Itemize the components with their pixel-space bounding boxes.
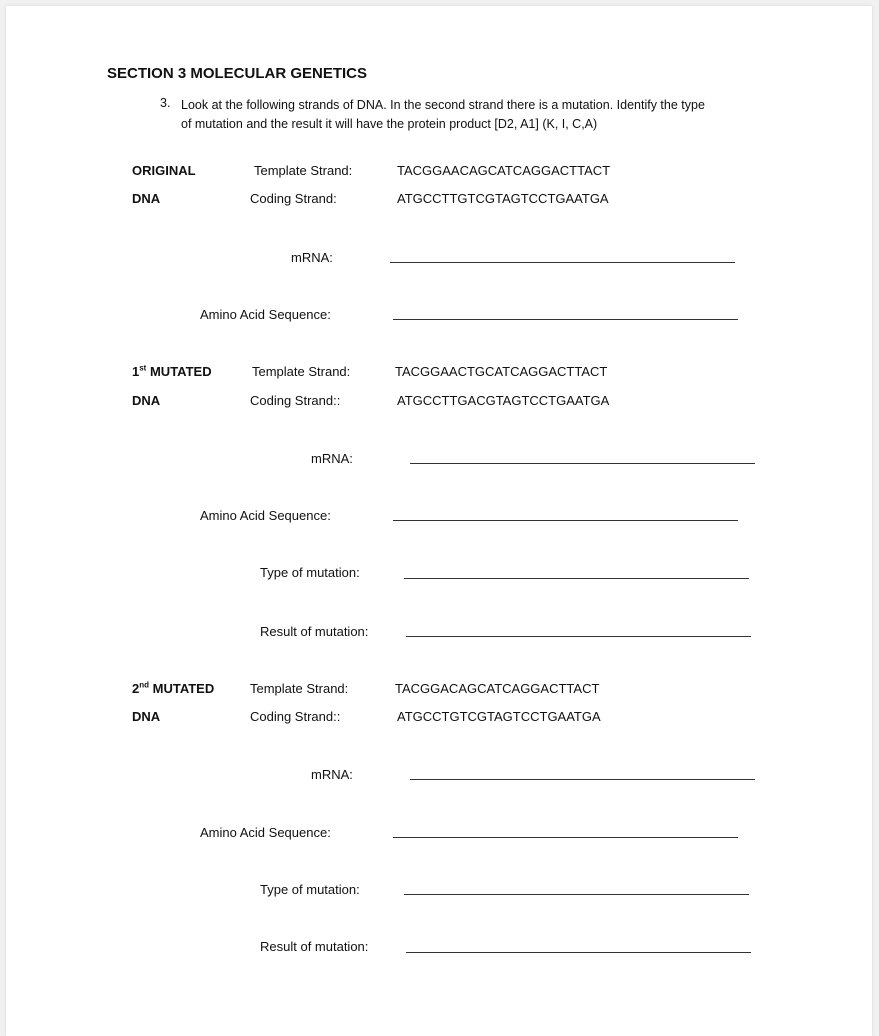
mutated2-template-sequence: TACGGACAGCATCAGGACTTACT [395, 681, 600, 696]
question-number: 3. [160, 96, 171, 110]
mutated2-mrna-answer-line[interactable] [410, 779, 755, 780]
mutated2-label: 2nd MUTATED [132, 680, 215, 696]
mutated1-type-label: Type of mutation: [260, 565, 360, 580]
mutated1-dna-label: DNA [132, 393, 161, 408]
question-line-1: Look at the following strands of DNA. In the second strand there is a mutation. Identify the type [181, 98, 705, 112]
mutated1-amino-answer-line[interactable] [393, 520, 738, 521]
mutated2-coding-label: Coding Strand:: [250, 709, 341, 724]
original-coding-sequence: ATGCCTTGTCGTAGTCCTGAATGA [397, 191, 609, 206]
mutated1-coding-label: Coding Strand:: [250, 393, 341, 408]
mutated2-dna-label: DNA [132, 709, 161, 724]
mutated2-type-answer-line[interactable] [404, 894, 749, 895]
mutated1-amino-label: Amino Acid Sequence: [200, 508, 331, 523]
mutated1-label: 1st MUTATED [132, 363, 212, 379]
mutated2-type-label: Type of mutation: [260, 882, 360, 897]
mutated2-result-label: Result of mutation: [260, 939, 369, 954]
original-mrna-label: mRNA: [291, 250, 333, 265]
original-template-sequence: TACGGAACAGCATCAGGACTTACT [397, 163, 611, 178]
original-amino-label: Amino Acid Sequence: [200, 307, 331, 322]
mutated2-amino-answer-line[interactable] [393, 837, 738, 838]
mutated2-amino-label: Amino Acid Sequence: [200, 825, 331, 840]
worksheet-page [6, 6, 872, 1036]
mutated1-result-label: Result of mutation: [260, 624, 369, 639]
mutated1-result-answer-line[interactable] [406, 636, 751, 637]
original-dna-label: DNA [132, 191, 161, 206]
mutated2-result-answer-line[interactable] [406, 952, 751, 953]
section-title: SECTION 3 MOLECULAR GENETICS [107, 65, 368, 82]
mutated1-mrna-label: mRNA: [311, 451, 353, 466]
original-mrna-answer-line[interactable] [390, 262, 735, 263]
original-template-label: Template Strand: [254, 163, 353, 178]
original-coding-label: Coding Strand: [250, 191, 337, 206]
original-amino-answer-line[interactable] [393, 319, 738, 320]
mutated1-type-answer-line[interactable] [404, 578, 749, 579]
mutated2-template-label: Template Strand: [250, 681, 349, 696]
mutated2-mrna-label: mRNA: [311, 767, 353, 782]
mutated2-coding-sequence: ATGCCTGTCGTAGTCCTGAATGA [397, 709, 601, 724]
mutated1-template-label: Template Strand: [252, 364, 351, 379]
question-text [181, 96, 781, 134]
original-label: ORIGINAL [132, 163, 196, 178]
mutated1-coding-sequence: ATGCCTTGACGTAGTCCTGAATGA [397, 393, 610, 408]
mutated1-template-sequence: TACGGAACTGCATCAGGACTTACT [395, 364, 608, 379]
question-line-2: of mutation and the result it will have the protein product [D2, A1] (K, I, C,A) [181, 117, 598, 131]
mutated1-mrna-answer-line[interactable] [410, 463, 755, 464]
